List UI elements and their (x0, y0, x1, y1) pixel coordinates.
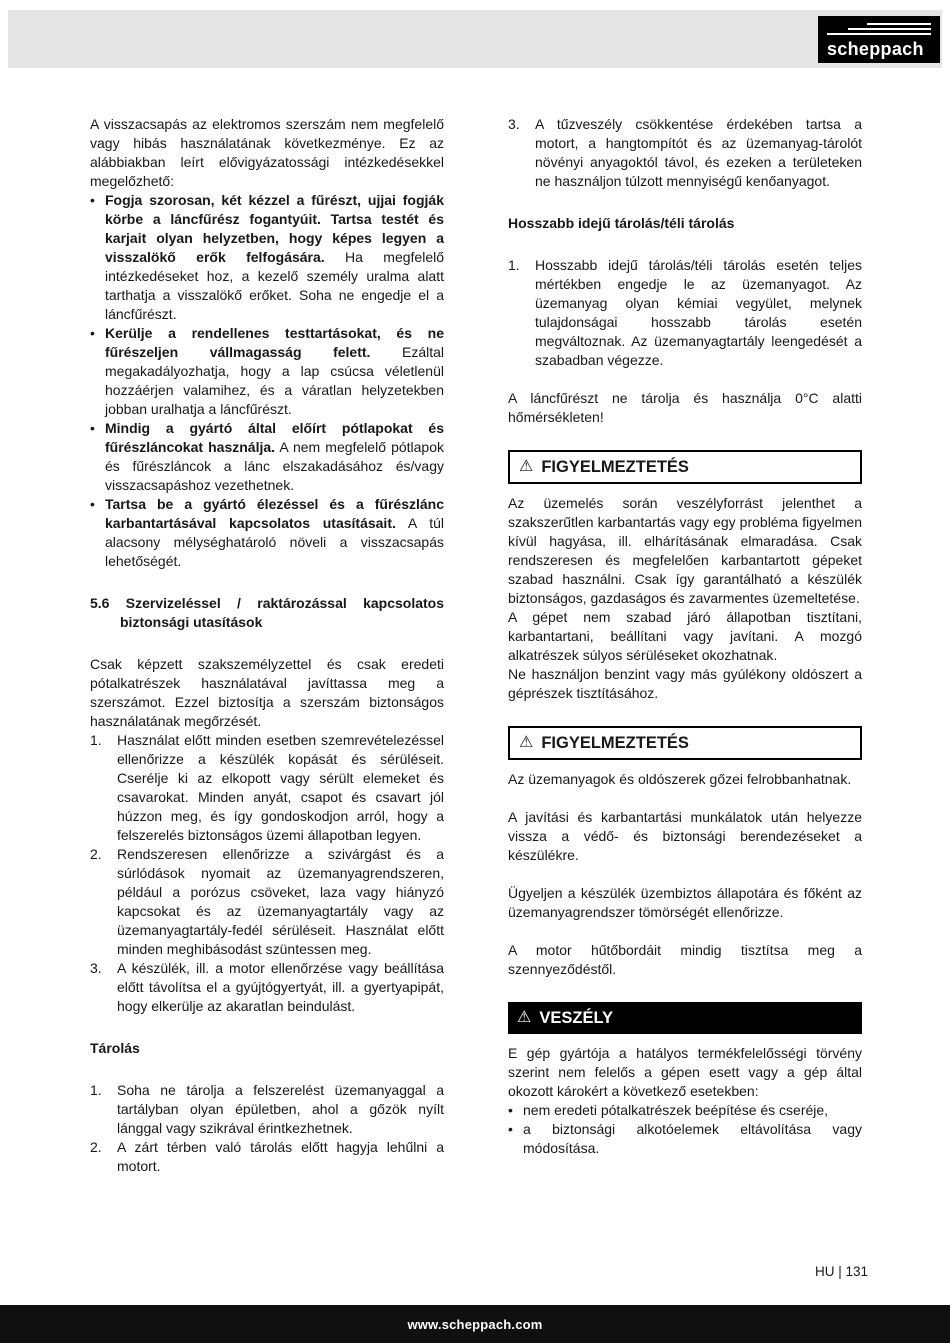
page-content (90, 115, 862, 1176)
bullet-text: nem eredeti pótalkatrészek beépítése és cseréje, (523, 1102, 829, 1118)
bullet-item (508, 1101, 862, 1120)
header-bar (8, 10, 942, 68)
warning-paragraph: Ügyeljen a készülék üzembiztos állapotára és főként az üzemanyagrendszer tömörségét ellenőrizze. (508, 885, 862, 920)
bullet-text: A túl alacsony mélységhatároló növeli a visszacsapás lehetőségét. (105, 515, 444, 569)
warning-paragraph: Az üzemelés során veszélyforrást jelenthet a szakszerűtlen karbantartás vagy egy probléma figyelmen kívül hagyása, ill. elhárításának elmaradása. Csak rendszeresen és megfelelően karbantartott gépeket szabad használni. Csak így garantálható a készülék biztonságos, gazdaságos és zavarmentes üzemeltetése. (508, 495, 862, 606)
bullet-marker: • (90, 420, 95, 436)
warning-icon: ⚠ (517, 1009, 532, 1026)
bullet-item (90, 324, 444, 419)
footer-bar (0, 1305, 950, 1343)
warning-box (508, 726, 862, 760)
numbered-item (508, 256, 862, 370)
bullet-bold-text: Mindig a gyártó által előírt pótlapokat és fűrészláncokat használja. (105, 420, 444, 455)
number-marker: 1. (508, 257, 520, 273)
warning-paragraph: A gépet nem szabad járó állapotban tisztítani, karbantartani, beállítani vagy javítani. A mozgó alkatrészek súlyos sérüléseket okozhatnak. (508, 609, 862, 663)
number-marker: 1. (90, 1082, 102, 1098)
warning-icon: ⚠ (519, 458, 534, 475)
bullet-bold-text: Tartsa be a gyártó élezéssel és a fűrészlánc karbantartásával kapcsolatos utasításait. (105, 496, 444, 531)
bullet-text: A nem megfelelő pótlapok és fűrészláncok a lánc elszakadásához és/vagy visszacsapáshoz vezethetnek. (105, 439, 444, 493)
numbered-item (90, 731, 444, 845)
scheppach-logo (818, 16, 940, 63)
warning-box (508, 450, 862, 484)
number-marker: 2. (90, 846, 102, 862)
number-marker: 3. (90, 960, 102, 976)
numbered-item-text: Rendszeresen ellenőrizze a szivárgást és a súrlódások nyomait az üzemanyagrendszeren, például a porózus csöveket, laza vagy hiányzó kapcsokat és az üzemanyagtartály vagy az üzemanyagtartály-fedél sérüléseit. Használat előtt minden meghibásodást szüntessen meg. (117, 846, 444, 957)
service-intro-paragraph: Csak képzett szakszemélyzettel és csak eredeti pótalkatrészek használatával javíttassa meg a szerszámot. Ezzel biztosítja a szerszám biztonságos használatának megőrzését. (90, 656, 444, 729)
bullet-bold-text: Fogja szorosan, két kézzel a fűrészt, ujjai fogják körbe a láncfűrész fogantyúit. Tartsa testét és karjait olyan helyzetben, hogy képes legyen a visszalökő erők felfogására. (105, 192, 444, 265)
numbered-item-text: A zárt térben való tárolás előtt hagyja lehűlni a motort. (117, 1139, 444, 1174)
bullet-item (90, 419, 444, 495)
danger-box (508, 1002, 862, 1034)
numbered-item (90, 845, 444, 959)
storage-heading: Tárolás (90, 1040, 140, 1056)
number-marker: 1. (90, 732, 102, 748)
warning-paragraph: A motor hűtőbordáit mindig tisztítsa meg a szennyeződéstől. (508, 942, 862, 977)
bullet-marker: • (90, 325, 95, 341)
warning-icon: ⚠ (519, 734, 534, 751)
logo-stripes-icon (827, 23, 931, 35)
left-column (90, 115, 444, 1176)
numbered-item (90, 1138, 444, 1176)
warning-paragraph: Ne használjon benzint vagy más gyúlékony oldószert a géprészek tisztításához. (508, 666, 862, 701)
warning-title: FIGYELMEZTETÉS (541, 458, 689, 476)
number-marker: 2. (90, 1139, 102, 1155)
bullet-item (90, 191, 444, 324)
danger-title: VESZÉLY (539, 1009, 614, 1027)
bullet-item (90, 495, 444, 571)
footer-website: www.scheppach.com (407, 1316, 543, 1332)
logo-text: scheppach (827, 39, 924, 59)
bullet-marker: • (90, 192, 95, 208)
numbered-item (90, 959, 444, 1016)
bullet-item (508, 1120, 862, 1158)
warning-title: FIGYELMEZTETÉS (541, 734, 689, 752)
right-column (508, 115, 862, 1176)
bullet-marker: • (508, 1121, 513, 1137)
numbered-item-text: A tűzveszély csökkentése érdekében tartsa a motort, a hangtompítót és az üzemanyag-tárolót növényi anyagoktól távol, és ezeken a területeken ne használjon túlzott mennyiségű kenőanyagot. (535, 116, 862, 189)
long-storage-heading: Hosszabb idejű tárolás/téli tárolás (508, 215, 735, 231)
number-marker: 3. (508, 116, 520, 132)
numbered-item-text: Soha ne tárolja a felszerelést üzemanyaggal a tartályban olyan épületben, ahol a gőzök nyílt lánggal vagy szikrával érintkezhetnek. (117, 1082, 444, 1136)
section-heading-5-6: 5.6 Szervizeléssel / raktározással kapcsolatos biztonsági utasítások (90, 595, 444, 630)
page-number: HU | 131 (814, 1264, 868, 1279)
danger-intro-paragraph: E gép gyártója a hatályos termékfelelősségi törvény szerint nem felelős a gépen esett vagy a gép által okozott károkért a következő esetekben: (508, 1045, 862, 1099)
numbered-item (90, 1081, 444, 1138)
bullet-bold-text: Kerülje a rendellenes testtartásokat, és ne fűrészeljen vállmagasság felett. (105, 325, 444, 360)
bullet-text: a biztonsági alkotóelemek eltávolítása vagy módosítása. (523, 1121, 862, 1156)
numbered-item (508, 115, 862, 191)
bullet-text: Ezáltal megakadályozhatja, hogy a lap csúcsa véletlenül hozzáérjen valamihez, és a váratlan helyzetekben jobban uralhatja a láncfűrészt. (105, 344, 445, 417)
warning-paragraph: Az üzemanyagok és oldószerek gőzei felrobbanhatnak. (508, 771, 852, 787)
numbered-item-text: Használat előtt minden esetben szemrevételezéssel ellenőrizze a készülék kopását és sérüléseit. Cserélje ki az elkopott vagy sérült elemeket és csavarokat. Minden anyát, csapot és csavart jól húzzon meg, és így gondoskodjon arról, hogy a felszerelés biztonságos üzemi állapotban legyen. (117, 732, 444, 843)
cold-note-paragraph: A láncfűrészt ne tárolja és használja 0°C alatti hőmérsékleten! (508, 390, 862, 425)
bullet-text: Ha megfelelő intézkedéseket hoz, a kezelő személy uralma alatt tarthatja a visszalökő erőket. Soha ne engedje el a láncfűrészt. (105, 249, 444, 322)
bullet-marker: • (90, 496, 95, 512)
warning-paragraph: A javítási és karbantartási munkálatok után helyezze vissza a védő- és biztonsági berendezéseket a készülékre. (508, 809, 862, 863)
bullet-marker: • (508, 1102, 513, 1118)
numbered-item-text: A készülék, ill. a motor ellenőrzése vagy beállítása előtt távolítsa el a gyújtógyertyát, ill. a gyertyapipát, hogy elkerülje az akaratlan beindulást. (117, 960, 444, 1014)
intro-paragraph: A visszacsapás az elektromos szerszám nem megfelelő vagy hibás használatának következménye. Ez az alábbiakban leírt elővigyázatossági intézkedésekkel megelőzhető: (90, 116, 444, 189)
numbered-item-text: Hosszabb idejű tárolás/téli tárolás esetén teljes mértékben engedje le az üzemanyagot. Az üzemanyag olyan kémiai vegyület, melynek tulajdonságai hosszabb tárolás esetén megváltoznak. Az üzemanyagtartály leengedését a szabadban végezze. (535, 257, 862, 368)
